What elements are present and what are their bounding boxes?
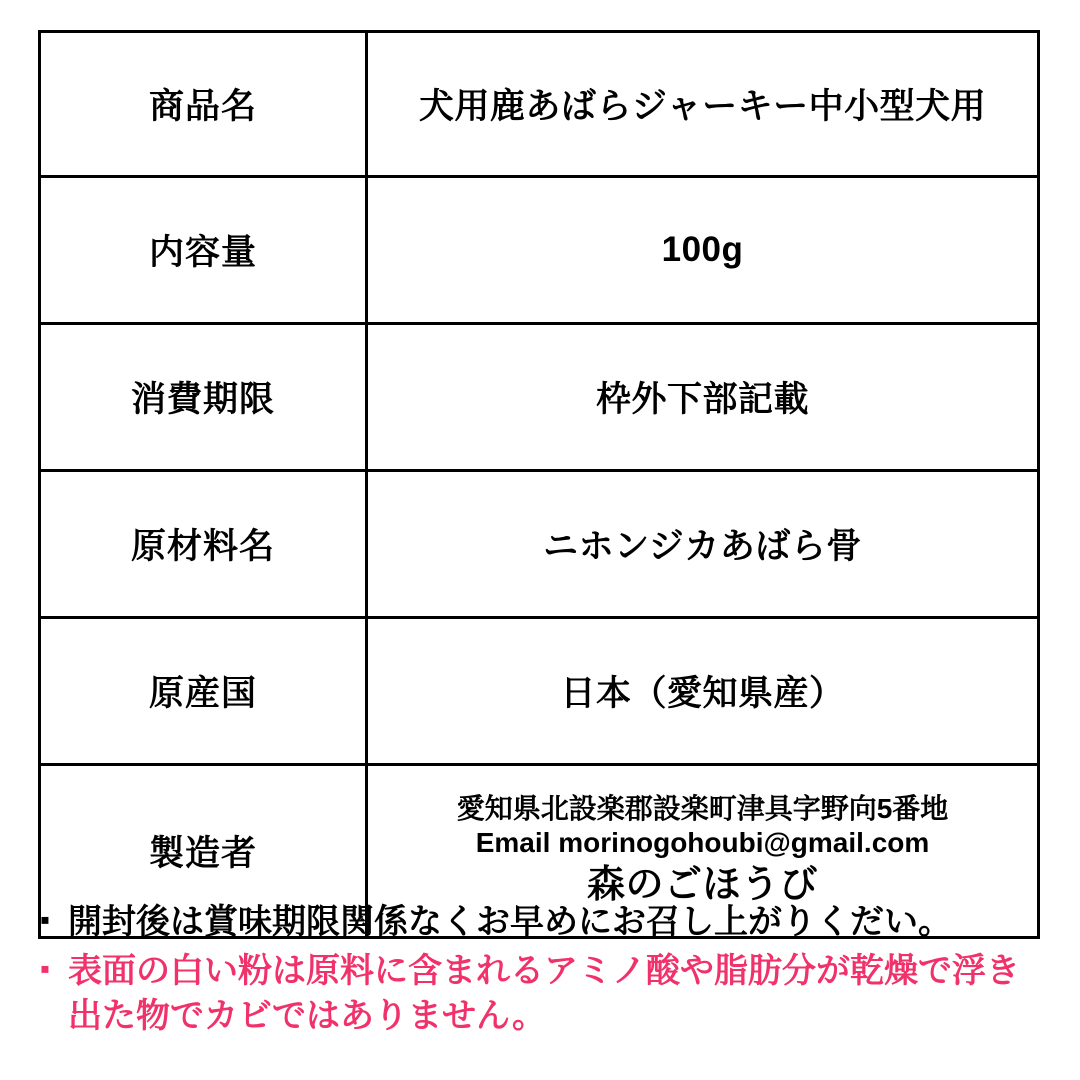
row-label-quantity: 内容量 bbox=[40, 177, 367, 324]
manufacturer-company: 森のごほうび bbox=[586, 863, 818, 906]
bullet-icon: ▪ bbox=[40, 904, 50, 935]
row-value-ingredients: ニホンジカあばら骨 bbox=[367, 471, 1039, 618]
note-text: 表面の白い粉は原料に含まれるアミノ酸や脂肪分が乾燥で浮き出た物でカビではありません。 bbox=[68, 951, 1020, 1035]
table-row bbox=[40, 618, 1039, 765]
note-item-white-powder bbox=[38, 949, 1048, 1039]
note-text: 開封後は賞味期限関係なくお早めにお召し上がりくだい。 bbox=[68, 903, 952, 941]
bullet-icon: ▪ bbox=[40, 952, 50, 984]
row-label-expiry: 消費期限 bbox=[40, 324, 367, 471]
row-value-expiry: 枠外下部記載 bbox=[367, 324, 1039, 471]
specification-table bbox=[38, 30, 1040, 939]
table-row bbox=[40, 324, 1039, 471]
manufacturer-address: 愛知県北設楽郡設楽町津具字野向5番地 bbox=[456, 792, 949, 824]
row-value-origin: 日本（愛知県産） bbox=[367, 618, 1039, 765]
note-item-storage bbox=[38, 900, 1048, 945]
table-row bbox=[40, 471, 1039, 618]
row-label-origin: 原産国 bbox=[40, 618, 367, 765]
row-value-quantity: 100g bbox=[367, 177, 1039, 324]
row-value-product-name: 犬用鹿あばらジャーキー中小型犬用 bbox=[367, 32, 1039, 177]
row-label-product-name: 商品名 bbox=[40, 32, 367, 177]
table-row bbox=[40, 177, 1039, 324]
row-label-ingredients: 原材料名 bbox=[40, 471, 367, 618]
table-row bbox=[40, 32, 1039, 177]
row-label-manufacturer: 製造者 bbox=[40, 765, 367, 938]
notes-list bbox=[38, 900, 1048, 1043]
manufacturer-email: Email morinogohoubi@gmail.com bbox=[475, 826, 930, 858]
